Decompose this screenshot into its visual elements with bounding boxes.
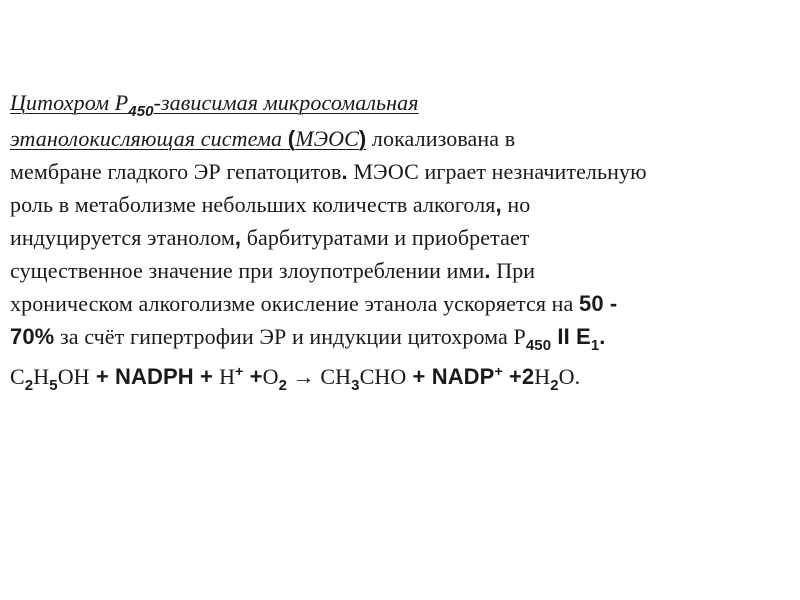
paragraph-line-3 bbox=[10, 155, 782, 188]
text-meos-plays: МЭОС играет незначительную bbox=[347, 159, 647, 184]
eq-arrow-ch: → СН bbox=[287, 364, 352, 389]
text-dependent-microsomal: -зависимая микросомальная bbox=[153, 90, 419, 115]
paragraph-line-2 bbox=[10, 122, 782, 155]
eq-h: Н bbox=[33, 364, 50, 389]
heading-term-part-1 bbox=[10, 90, 419, 120]
heading-term-part-2 bbox=[10, 126, 366, 151]
subscript-450: 450 bbox=[128, 103, 154, 120]
paragraph-line-8 bbox=[10, 320, 782, 356]
text-significant-value: существенное значение при злоупотреблении ими bbox=[10, 258, 485, 283]
eq-plus-nadph: + NADPH + bbox=[89, 364, 220, 389]
eq-plus-nadp: + NADP bbox=[406, 364, 495, 389]
text-hypertrophy: за счёт гипертрофии ЭР и индукции цитохрома Р bbox=[54, 324, 526, 349]
text-barbiturates: барбитуратами и приобретает bbox=[241, 225, 530, 250]
text-chronic-alcoholism: хроническом алкоголизме окисление этанола ускоряется на bbox=[10, 291, 579, 316]
paren-open: ( bbox=[287, 126, 296, 151]
punct-dot: . bbox=[599, 324, 606, 349]
punct-dot: . bbox=[341, 159, 348, 184]
punct-dot: . bbox=[484, 258, 491, 283]
eq-sub-2: 2 bbox=[24, 377, 34, 394]
slide-text-block bbox=[10, 86, 782, 396]
subscript-450: 450 bbox=[525, 337, 552, 354]
eq-c: С bbox=[10, 364, 25, 389]
paragraph-line-1 bbox=[10, 86, 782, 122]
subscript-1: 1 bbox=[590, 337, 600, 354]
eq-o-end: О. bbox=[558, 364, 581, 389]
eq-o: О bbox=[262, 364, 279, 389]
eq-sub-5: 5 bbox=[49, 377, 58, 394]
eq-oh: OH bbox=[57, 364, 90, 389]
paragraph-line-5 bbox=[10, 221, 782, 254]
text-role-metabolism: роль в метаболизме небольших количеств алкоголя bbox=[10, 192, 496, 217]
paren-close: ) bbox=[358, 126, 367, 151]
text-50-percent: 50 - bbox=[579, 291, 618, 316]
text-meos-abbrev: МЭОС bbox=[295, 126, 359, 151]
paragraph-line-6 bbox=[10, 254, 782, 287]
paragraph-line-4 bbox=[10, 188, 782, 221]
text-with: При bbox=[490, 258, 536, 283]
eq-sub-3: 3 bbox=[351, 377, 360, 394]
text-membrane: мембране гладкого ЭР гепатоцитов bbox=[10, 159, 342, 184]
eq-plus: + bbox=[243, 364, 263, 389]
text-cytochrome: Цитохром Р bbox=[10, 90, 129, 115]
eq-plus-2: +2 bbox=[502, 364, 535, 389]
punct-comma: , bbox=[495, 192, 502, 217]
text-but: но bbox=[501, 192, 531, 217]
text-localized-in: локализована в bbox=[366, 126, 516, 151]
eq-h-ion: Н bbox=[219, 364, 236, 389]
punct-comma: , bbox=[234, 225, 242, 250]
eq-sub-2: 2 bbox=[278, 377, 288, 394]
text-70-percent: 70% bbox=[10, 324, 55, 349]
paragraph-line-7 bbox=[10, 287, 782, 320]
text-iie: II E bbox=[551, 324, 591, 349]
chemical-equation bbox=[10, 360, 782, 396]
text-ethanol-oxidizing-system: этанолокисляющая система bbox=[10, 126, 288, 151]
eq-sup-plus: + bbox=[235, 363, 244, 379]
eq-cho: СНО bbox=[359, 364, 407, 389]
text-induced-by-ethanol: индуцируется этанолом bbox=[10, 225, 235, 250]
eq-sub-2: 2 bbox=[550, 377, 559, 394]
eq-sup-plus: + bbox=[494, 363, 503, 379]
eq-h: Н bbox=[534, 364, 551, 389]
